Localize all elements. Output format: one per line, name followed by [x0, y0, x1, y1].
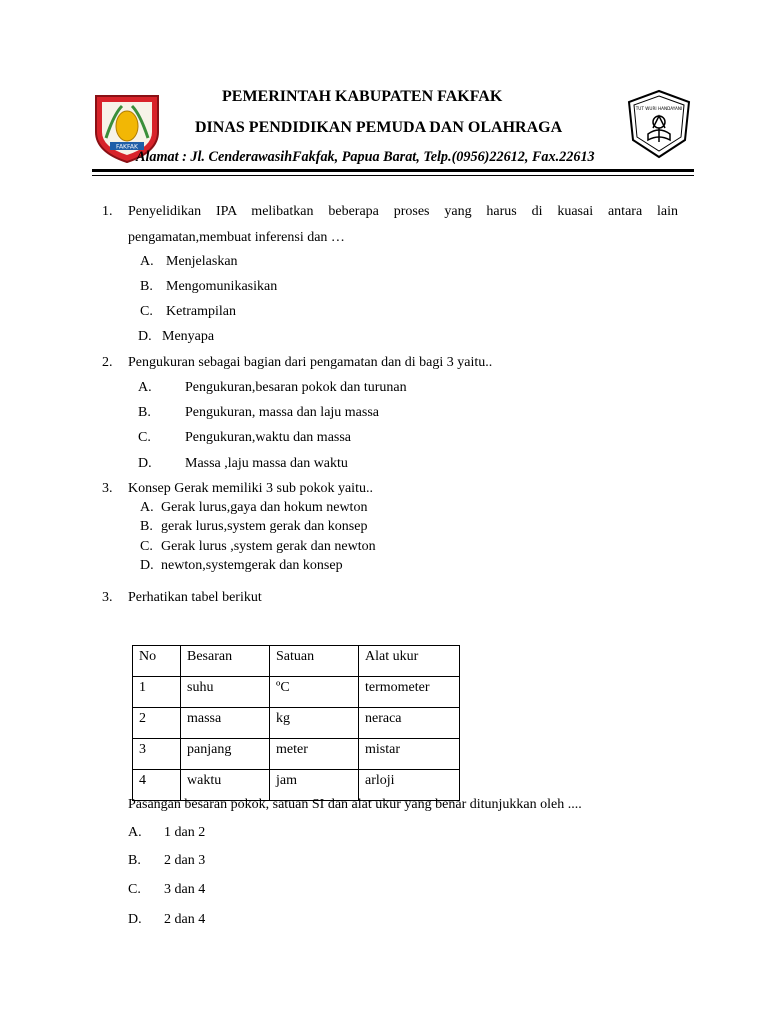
- header-address: Alamat : Jl. CenderawasihFakfak, Papua Barat, Telp.(0956)22612, Fax.22613: [136, 149, 595, 165]
- q1-number: 1.: [102, 204, 113, 219]
- q3-option-text: Gerak lurus,gaya dan hokum newton: [161, 500, 368, 515]
- q3-option-text: newton,systemgerak dan konsep: [161, 558, 343, 573]
- table-cell: waktu: [181, 770, 270, 801]
- table-cell: 3: [133, 739, 181, 770]
- q4-option-letter: B.: [128, 853, 141, 868]
- table-cell: arloji: [359, 770, 460, 801]
- table-cell: kg: [270, 708, 359, 739]
- q2-text: Pengukuran sebagai bagian dari pengamatan dan di bagi 3 yaitu..: [128, 355, 493, 370]
- table-cell: 1: [133, 677, 181, 708]
- table-header-cell: Besaran: [181, 646, 270, 677]
- header-rule-thin: [92, 175, 694, 176]
- q4-number: 3.: [102, 590, 113, 605]
- q2-option-letter: A.: [138, 380, 152, 395]
- q4-prompt: Pasangan besaran pokok, satuan SI dan alat ukur yang benar ditunjukkan oleh ....: [128, 797, 582, 812]
- table-cell: meter: [270, 739, 359, 770]
- q4-option-text: 2 dan 4: [164, 912, 206, 927]
- table-row: [133, 739, 460, 770]
- table-cell: termometer: [359, 677, 460, 708]
- q2-option-text: Massa ,laju massa dan waktu: [185, 456, 348, 471]
- table-cell: neraca: [359, 708, 460, 739]
- q3-text: Konsep Gerak memiliki 3 sub pokok yaitu..: [128, 481, 373, 496]
- q4-option-text: 1 dan 2: [164, 825, 206, 840]
- q3-option-letter: B.: [140, 519, 153, 534]
- q4-option-letter: C.: [128, 882, 141, 897]
- table-cell: suhu: [181, 677, 270, 708]
- table-cell: 4: [133, 770, 181, 801]
- table-cell: 2: [133, 708, 181, 739]
- q1-option-letter: A.: [140, 254, 154, 269]
- q1-option-letter: D.: [138, 329, 152, 344]
- table-header-cell: Alat ukur: [359, 646, 460, 677]
- q4-option-letter: D.: [128, 912, 142, 927]
- table-header-cell: No: [133, 646, 181, 677]
- header-line1: PEMERINTAH KABUPATEN FAKFAK: [222, 88, 503, 105]
- svg-text:TUT WURI HANDAYANI: TUT WURI HANDAYANI: [635, 106, 683, 111]
- table-cell: jam: [270, 770, 359, 801]
- table-cell: panjang: [181, 739, 270, 770]
- table-cell: ºC: [270, 677, 359, 708]
- q1-option-letter: B.: [140, 279, 153, 294]
- q3-option-letter: C.: [140, 539, 153, 554]
- tut-wuri-handayani-logo: [626, 88, 692, 160]
- q4-text: Perhatikan tabel berikut: [128, 590, 262, 605]
- table-row: [133, 770, 460, 801]
- table-header-row: [133, 646, 460, 677]
- table-header-cell: Satuan: [270, 646, 359, 677]
- q1-text-line1: Penyelidikan IPA melibatkan beberapa proses yang harus di kuasai antara lain: [128, 204, 678, 219]
- svg-text:FAKFAK: FAKFAK: [116, 143, 138, 151]
- table-row: [133, 708, 460, 739]
- q1-option-text: Menjelaskan: [166, 254, 238, 269]
- q2-option-letter: C.: [138, 430, 151, 445]
- table-cell: massa: [181, 708, 270, 739]
- q3-option-letter: A.: [140, 500, 154, 515]
- q4-option-letter: A.: [128, 825, 142, 840]
- q2-option-text: Pengukuran, massa dan laju massa: [185, 405, 380, 420]
- measurement-table: [132, 645, 460, 801]
- q3-option-letter: D.: [140, 558, 154, 573]
- q3-number: 3.: [102, 481, 113, 496]
- q2-option-text: Pengukuran,waktu dan massa: [185, 430, 352, 445]
- q3-option-text: gerak lurus,system gerak dan konsep: [161, 519, 368, 534]
- q2-number: 2.: [102, 355, 113, 370]
- header-line2: DINAS PENDIDIKAN PEMUDA DAN OLAHRAGA: [195, 119, 563, 136]
- q4-option-text: 2 dan 3: [164, 853, 206, 868]
- q2-option-letter: B.: [138, 405, 151, 420]
- table-row: [133, 677, 460, 708]
- q1-option-text: Mengomunikasikan: [166, 279, 278, 294]
- q2-option-letter: D.: [138, 456, 152, 471]
- q4-option-text: 3 dan 4: [164, 882, 206, 897]
- q1-option-letter: C.: [140, 304, 153, 319]
- header-rule-thick: [92, 169, 694, 172]
- q2-option-text: Pengukuran,besaran pokok dan turunan: [185, 380, 407, 395]
- q1-text-line2: pengamatan,membuat inferensi dan …: [128, 230, 345, 245]
- q3-option-text: Gerak lurus ,system gerak dan newton: [161, 539, 376, 554]
- q1-option-text: Ketrampilan: [166, 304, 236, 319]
- q1-option-text: Menyapa: [162, 329, 215, 344]
- table-cell: mistar: [359, 739, 460, 770]
